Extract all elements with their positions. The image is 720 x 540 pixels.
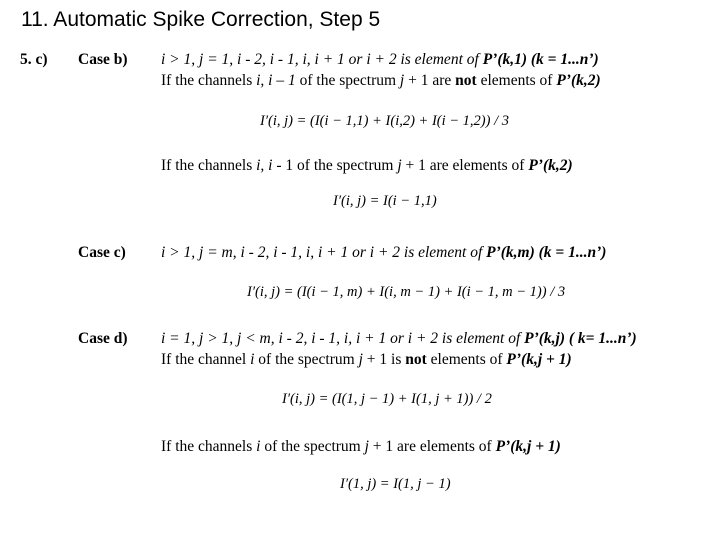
case-d-rule-2-part: + 1 are elements of [368, 438, 496, 455]
case-b-rule-2-part: If the channels [161, 157, 257, 174]
case-b-condition-set: P’(k,1) (k = 1...n’) [482, 51, 599, 68]
slide-title: 11. Automatic Spike Correction, Step 5 [21, 8, 381, 31]
case-d-rule-1-part: elements of [426, 351, 507, 368]
case-b-rule-1-spectrum: j [399, 72, 405, 89]
case-d-condition-set: P’(k,j) ( k= 1...n’) [524, 330, 637, 347]
case-b-rule-2-channels: i, i [256, 157, 273, 174]
case-b-rule-2 [161, 156, 573, 176]
case-c-condition-text: i > 1, j = m, i - 2, i - 1, i, i + 1 or i + 2 is element of [161, 244, 487, 261]
case-b-rule-2-part: + 1 are elements of [401, 157, 529, 174]
case-d-rule-2-spectrum: j [364, 438, 369, 455]
case-d-label: Case d) [78, 330, 128, 347]
case-d-rule-1-not: not [405, 351, 427, 368]
case-d-rule-1 [161, 350, 572, 370]
case-b-rule-2-spectrum: j [397, 157, 402, 174]
case-d-rule-1-spectrum: j [358, 351, 363, 368]
case-d-condition-text: i = 1, j > 1, j < m, i - 2, i - 1, i, i + 1 or i + 2 is element of [161, 330, 525, 347]
case-b-condition [161, 50, 599, 70]
case-b-condition-text: i > 1, j = 1, i - 2, i - 1, i, i + 1 or i + 2 is element of [161, 51, 483, 68]
case-c-formula: I′(i, j) = (I(i − 1, m) + I(i, m − 1) + I(i − 1, m − 1)) / 3 [247, 284, 566, 300]
case-c-condition-set: P’(k,m) (k = 1...n’) [486, 244, 607, 261]
case-c-label: Case c) [78, 244, 126, 261]
case-d-rule-2-set: P’(k,j + 1) [495, 438, 561, 455]
case-b-rule-1-part: + 1 are [404, 72, 456, 89]
case-b-rule-1-part: of the spectrum [295, 72, 400, 89]
item-label: 5. c) [20, 51, 48, 68]
case-c-condition [161, 243, 606, 263]
case-b-rule-2-part: - 1 of the spectrum [272, 157, 398, 174]
case-b-rule-1-channels: i, i – 1 [256, 72, 296, 89]
case-d-rule-1-part: of the spectrum [254, 351, 359, 368]
case-b-rule-1-set: P’(k,2) [556, 72, 601, 89]
case-d-rule-2 [161, 437, 561, 457]
case-d-rule-2-part: of the spectrum [260, 438, 365, 455]
case-d-rule-2-channel: i [256, 438, 261, 455]
case-b-formula-2: I′(i, j) = I(i − 1,1) [333, 193, 437, 209]
case-d-formula-1: I′(i, j) = (I(1, j − 1) + I(1, j + 1)) / 2 [282, 391, 492, 407]
case-d-rule-1-part: + 1 is [362, 351, 406, 368]
case-b-rule-1-part: If the channels [161, 72, 257, 89]
case-d-rule-1-part: If the channel [161, 351, 251, 368]
case-b-rule-2-set: P’(k,2) [528, 157, 573, 174]
case-b-label: Case b) [78, 51, 128, 68]
case-b-formula-1: I′(i, j) = (I(i − 1,1) + I(i,2) + I(i − 1,2)) / 3 [260, 113, 509, 129]
case-b-rule-1 [161, 71, 601, 91]
case-d-formula-2: I′(1, j) = I(1, j − 1) [340, 476, 451, 492]
case-d-rule-2-part: If the channels [161, 438, 257, 455]
case-b-rule-1-part: elements of [476, 72, 557, 89]
case-d-condition [161, 329, 637, 349]
case-d-rule-1-channel: i [250, 351, 255, 368]
case-b-rule-1-not: not [455, 72, 477, 89]
case-d-rule-1-set: P’(k,j + 1) [506, 351, 572, 368]
